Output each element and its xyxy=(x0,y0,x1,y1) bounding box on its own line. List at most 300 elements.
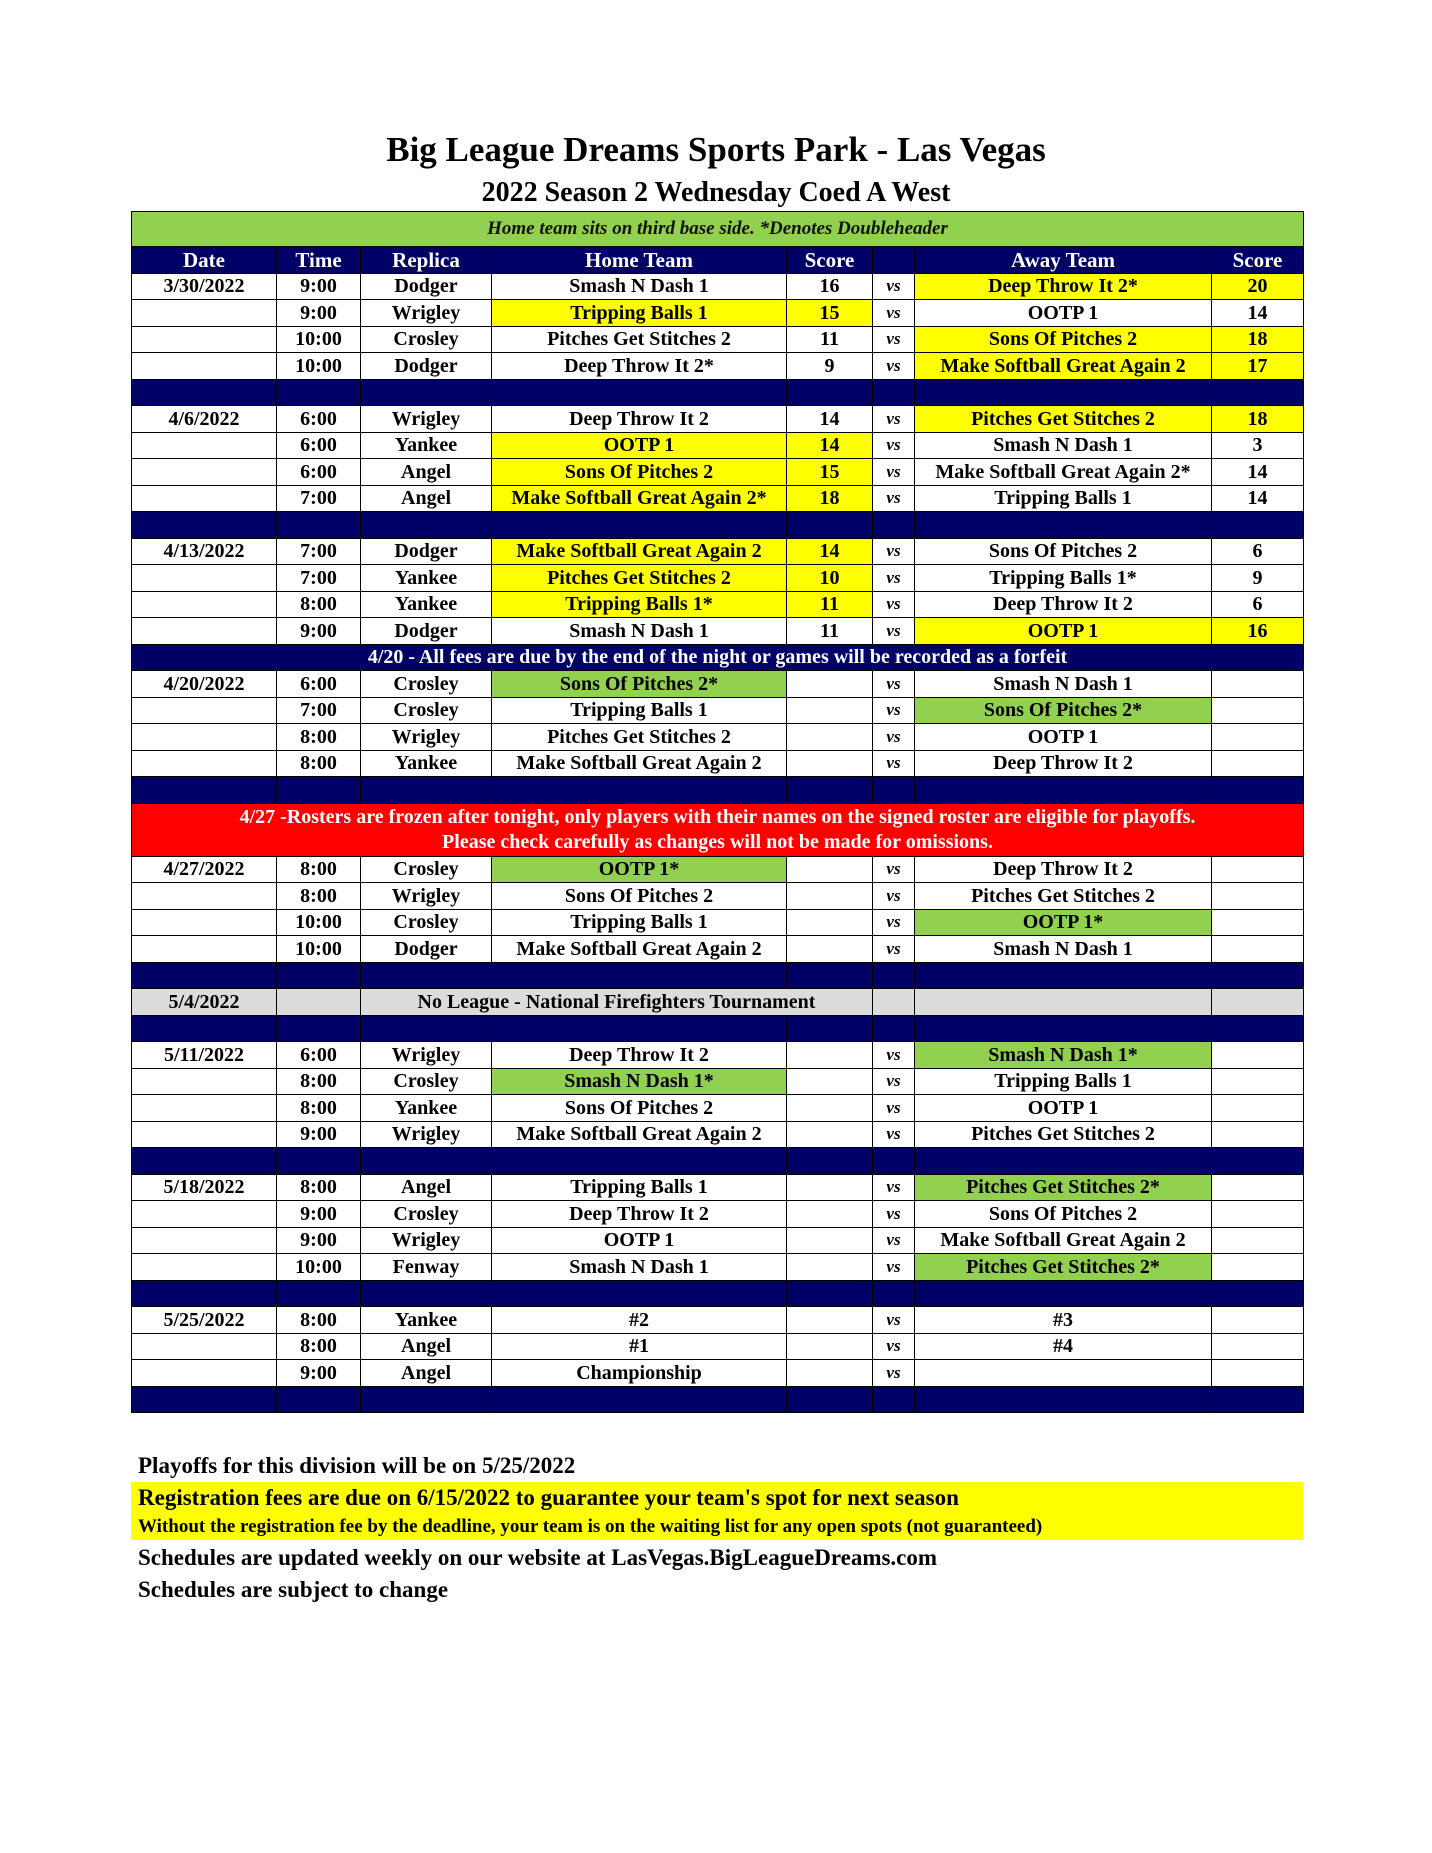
game-date xyxy=(132,1227,277,1254)
home-team: Deep Throw It 2* xyxy=(492,353,787,380)
separator-cell xyxy=(492,512,787,539)
separator-cell xyxy=(787,1148,873,1175)
game-date: 4/20/2022 xyxy=(132,671,277,698)
separator-cell xyxy=(915,1386,1212,1413)
game-row xyxy=(132,750,1304,777)
game-time: 9:00 xyxy=(277,1121,361,1148)
separator-cell xyxy=(132,1015,277,1042)
separator-cell xyxy=(873,777,915,804)
away-score: 18 xyxy=(1212,406,1304,433)
home-score xyxy=(787,671,873,698)
game-field: Dodger xyxy=(361,273,492,300)
game-field: Crosley xyxy=(361,671,492,698)
game-field: Angel xyxy=(361,1333,492,1360)
away-team: Tripping Balls 1* xyxy=(915,565,1212,592)
away-score xyxy=(1212,936,1304,963)
home-team: #1 xyxy=(492,1333,787,1360)
registration-note: Registration fees are due on 6/15/2022 to guarantee your team's spot for next season xyxy=(138,1485,959,1510)
header-date: Date xyxy=(132,247,277,274)
header-replica: Replica xyxy=(361,247,492,274)
away-score xyxy=(1212,909,1304,936)
separator-cell xyxy=(1212,379,1304,406)
home-team: Make Softball Great Again 2 xyxy=(492,1121,787,1148)
separator-cell xyxy=(873,379,915,406)
game-time: 10:00 xyxy=(277,353,361,380)
away-team: OOTP 1 xyxy=(915,618,1212,645)
away-score xyxy=(1212,1095,1304,1122)
vs-label: vs xyxy=(873,1360,915,1387)
away-score: 6 xyxy=(1212,591,1304,618)
vs-label: vs xyxy=(873,432,915,459)
away-score xyxy=(1212,697,1304,724)
away-score xyxy=(1212,856,1304,883)
home-team: Pitches Get Stitches 2 xyxy=(492,724,787,751)
game-time: 8:00 xyxy=(277,1333,361,1360)
separator-cell xyxy=(492,1015,787,1042)
separator-cell xyxy=(873,512,915,539)
game-row xyxy=(132,936,1304,963)
game-time: 7:00 xyxy=(277,565,361,592)
vs-label: vs xyxy=(873,671,915,698)
home-score: 11 xyxy=(787,591,873,618)
game-field: Crosley xyxy=(361,856,492,883)
away-team: Make Softball Great Again 2 xyxy=(915,1227,1212,1254)
separator-cell xyxy=(1212,1386,1304,1413)
game-row xyxy=(132,485,1304,512)
separator-cell xyxy=(787,1280,873,1307)
separator-cell xyxy=(787,1386,873,1413)
game-row xyxy=(132,618,1304,645)
vs-label: vs xyxy=(873,459,915,486)
home-team: Pitches Get Stitches 2 xyxy=(492,326,787,353)
game-row xyxy=(132,1360,1304,1387)
home-team: Tripping Balls 1 xyxy=(492,909,787,936)
separator-cell xyxy=(361,1148,492,1175)
game-row xyxy=(132,909,1304,936)
game-field: Wrigley xyxy=(361,724,492,751)
game-row xyxy=(132,883,1304,910)
game-date xyxy=(132,1360,277,1387)
game-row xyxy=(132,538,1304,565)
game-time: 8:00 xyxy=(277,1307,361,1334)
away-team: OOTP 1* xyxy=(915,909,1212,936)
home-team: OOTP 1* xyxy=(492,856,787,883)
game-field: Dodger xyxy=(361,618,492,645)
home-score: 11 xyxy=(787,618,873,645)
separator-cell xyxy=(277,777,361,804)
away-team: Smash N Dash 1* xyxy=(915,1042,1212,1069)
vs-label: vs xyxy=(873,1068,915,1095)
away-team: Deep Throw It 2 xyxy=(915,750,1212,777)
vs-label: vs xyxy=(873,406,915,433)
vs-label: vs xyxy=(873,697,915,724)
home-team: Deep Throw It 2 xyxy=(492,1042,787,1069)
game-field: Yankee xyxy=(361,591,492,618)
away-score xyxy=(1212,1121,1304,1148)
home-team: Smash N Dash 1 xyxy=(492,1254,787,1281)
home-score: 15 xyxy=(787,300,873,327)
away-team: #3 xyxy=(915,1307,1212,1334)
roster-alert-line: 4/27 -Rosters are frozen after tonight, only players with their names on the signed roster are eligible for playoffs. xyxy=(239,805,1196,828)
game-time: 10:00 xyxy=(277,326,361,353)
game-row xyxy=(132,1121,1304,1148)
game-time: 9:00 xyxy=(277,1360,361,1387)
game-row xyxy=(132,1201,1304,1228)
game-time: 6:00 xyxy=(277,671,361,698)
game-date xyxy=(132,300,277,327)
game-row xyxy=(132,300,1304,327)
game-date xyxy=(132,1254,277,1281)
game-field: Crosley xyxy=(361,909,492,936)
away-score: 6 xyxy=(1212,538,1304,565)
vs-label: vs xyxy=(873,485,915,512)
separator-cell xyxy=(361,1386,492,1413)
game-row xyxy=(132,432,1304,459)
game-date xyxy=(132,697,277,724)
away-score xyxy=(1212,1307,1304,1334)
away-score xyxy=(1212,1333,1304,1360)
website-note: Schedules are updated weekly on our website at LasVegas.BigLeagueDreams.com xyxy=(138,1545,938,1570)
away-score: 14 xyxy=(1212,485,1304,512)
separator-cell xyxy=(1212,1280,1304,1307)
vs-label: vs xyxy=(873,1333,915,1360)
vs-label: vs xyxy=(873,565,915,592)
home-team: Tripping Balls 1* xyxy=(492,591,787,618)
game-field: Wrigley xyxy=(361,406,492,433)
empty-cell xyxy=(915,989,1212,1016)
game-date: 5/25/2022 xyxy=(132,1307,277,1334)
away-team: Pitches Get Stitches 2 xyxy=(915,883,1212,910)
home-team: Smash N Dash 1 xyxy=(492,273,787,300)
away-score xyxy=(1212,724,1304,751)
home-score xyxy=(787,1042,873,1069)
game-time: 9:00 xyxy=(277,1227,361,1254)
header-home-team: Home Team xyxy=(492,247,787,274)
header-away-score: Score xyxy=(1212,247,1304,274)
separator-cell xyxy=(787,1015,873,1042)
separator-row xyxy=(132,1280,1304,1307)
game-time: 6:00 xyxy=(277,432,361,459)
vs-label: vs xyxy=(873,1174,915,1201)
separator-cell xyxy=(132,1280,277,1307)
home-team: Make Softball Great Again 2* xyxy=(492,485,787,512)
game-field: Angel xyxy=(361,1360,492,1387)
game-time: 8:00 xyxy=(277,1068,361,1095)
game-row xyxy=(132,1095,1304,1122)
separator-cell xyxy=(787,512,873,539)
separator-cell xyxy=(361,379,492,406)
vs-label: vs xyxy=(873,591,915,618)
home-score xyxy=(787,1121,873,1148)
separator-cell xyxy=(277,512,361,539)
home-team: #2 xyxy=(492,1307,787,1334)
home-score: 11 xyxy=(787,326,873,353)
no-league-text: No League - National Firefighters Tournament xyxy=(361,989,873,1016)
game-row xyxy=(132,406,1304,433)
away-team: Tripping Balls 1 xyxy=(915,485,1212,512)
game-field: Wrigley xyxy=(361,300,492,327)
away-team: Smash N Dash 1 xyxy=(915,671,1212,698)
separator-cell xyxy=(787,379,873,406)
separator-cell xyxy=(277,379,361,406)
game-date xyxy=(132,565,277,592)
schedule-table xyxy=(131,211,1304,1413)
game-field: Angel xyxy=(361,1174,492,1201)
vs-label: vs xyxy=(873,353,915,380)
away-team: Make Softball Great Again 2 xyxy=(915,353,1212,380)
separator-cell xyxy=(132,379,277,406)
game-field: Dodger xyxy=(361,353,492,380)
game-time: 10:00 xyxy=(277,936,361,963)
game-time: 7:00 xyxy=(277,697,361,724)
game-field: Yankee xyxy=(361,432,492,459)
game-date: 4/27/2022 xyxy=(132,856,277,883)
separator-cell xyxy=(492,777,787,804)
separator-cell xyxy=(492,1280,787,1307)
separator-row xyxy=(132,1015,1304,1042)
separator-cell xyxy=(277,1386,361,1413)
game-field: Angel xyxy=(361,459,492,486)
home-score: 18 xyxy=(787,485,873,512)
home-team: Deep Throw It 2 xyxy=(492,1201,787,1228)
home-score xyxy=(787,1254,873,1281)
away-score xyxy=(1212,1068,1304,1095)
game-time: 7:00 xyxy=(277,538,361,565)
home-score: 9 xyxy=(787,353,873,380)
home-team: OOTP 1 xyxy=(492,432,787,459)
home-team: Tripping Balls 1 xyxy=(492,697,787,724)
game-date: 4/6/2022 xyxy=(132,406,277,433)
away-team: Sons Of Pitches 2* xyxy=(915,697,1212,724)
home-score xyxy=(787,936,873,963)
separator-cell xyxy=(132,1148,277,1175)
home-team: Sons Of Pitches 2 xyxy=(492,883,787,910)
vs-label: vs xyxy=(873,1307,915,1334)
home-score xyxy=(787,1333,873,1360)
game-date: 5/11/2022 xyxy=(132,1042,277,1069)
home-score: 15 xyxy=(787,459,873,486)
game-field: Yankee xyxy=(361,1095,492,1122)
game-date xyxy=(132,618,277,645)
game-time: 8:00 xyxy=(277,724,361,751)
separator-cell xyxy=(361,1015,492,1042)
away-team: #4 xyxy=(915,1333,1212,1360)
separator-cell xyxy=(915,1280,1212,1307)
home-team: Tripping Balls 1 xyxy=(492,300,787,327)
away-score: 9 xyxy=(1212,565,1304,592)
game-time: 6:00 xyxy=(277,1042,361,1069)
game-field: Dodger xyxy=(361,538,492,565)
away-team: Smash N Dash 1 xyxy=(915,936,1212,963)
game-row xyxy=(132,1068,1304,1095)
home-score xyxy=(787,1360,873,1387)
game-date xyxy=(132,353,277,380)
separator-cell xyxy=(132,777,277,804)
home-team: Sons Of Pitches 2 xyxy=(492,1095,787,1122)
game-time: 10:00 xyxy=(277,909,361,936)
separator-cell xyxy=(1212,512,1304,539)
separator-row xyxy=(132,777,1304,804)
separator-cell xyxy=(132,512,277,539)
vs-label: vs xyxy=(873,936,915,963)
game-date xyxy=(132,724,277,751)
game-field: Yankee xyxy=(361,1307,492,1334)
game-field: Crosley xyxy=(361,1068,492,1095)
game-row xyxy=(132,1042,1304,1069)
home-score: 16 xyxy=(787,273,873,300)
vs-label: vs xyxy=(873,1227,915,1254)
separator-cell xyxy=(361,777,492,804)
away-team: Deep Throw It 2* xyxy=(915,273,1212,300)
game-field: Fenway xyxy=(361,1254,492,1281)
vs-label: vs xyxy=(873,883,915,910)
game-time: 9:00 xyxy=(277,300,361,327)
playoffs-note: Playoffs for this division will be on 5/25/2022 xyxy=(138,1453,576,1478)
vs-label: vs xyxy=(873,909,915,936)
vs-label: vs xyxy=(873,273,915,300)
separator-cell xyxy=(787,777,873,804)
game-date: 4/13/2022 xyxy=(132,538,277,565)
away-score xyxy=(1212,883,1304,910)
home-score xyxy=(787,883,873,910)
game-field: Yankee xyxy=(361,565,492,592)
home-score xyxy=(787,1201,873,1228)
away-score xyxy=(1212,1254,1304,1281)
away-score xyxy=(1212,1360,1304,1387)
away-team: Pitches Get Stitches 2 xyxy=(915,1121,1212,1148)
away-team: Tripping Balls 1 xyxy=(915,1068,1212,1095)
away-team: Pitches Get Stitches 2* xyxy=(915,1254,1212,1281)
game-field: Crosley xyxy=(361,326,492,353)
roster-alert-row xyxy=(132,803,1304,856)
separator-cell xyxy=(361,1280,492,1307)
waiting-list-note: Without the registration fee by the deadline, your team is on the waiting list for any open spots (not guaranteed) xyxy=(138,1516,1043,1537)
separator-cell xyxy=(915,1148,1212,1175)
home-score xyxy=(787,750,873,777)
away-score: 18 xyxy=(1212,326,1304,353)
game-row xyxy=(132,671,1304,698)
home-score: 14 xyxy=(787,432,873,459)
away-team: Smash N Dash 1 xyxy=(915,432,1212,459)
home-score: 10 xyxy=(787,565,873,592)
game-field: Wrigley xyxy=(361,1042,492,1069)
game-time: 8:00 xyxy=(277,883,361,910)
separator-cell xyxy=(132,962,277,989)
schedule-change-note: Schedules are subject to change xyxy=(138,1577,449,1602)
vs-label: vs xyxy=(873,1121,915,1148)
away-score xyxy=(1212,1042,1304,1069)
game-date: 3/30/2022 xyxy=(132,273,277,300)
notice-text: Home team sits on third base side. *Denotes Doubleheader xyxy=(132,212,1304,247)
game-row xyxy=(132,856,1304,883)
game-field: Crosley xyxy=(361,1201,492,1228)
home-score xyxy=(787,1068,873,1095)
home-score: 14 xyxy=(787,538,873,565)
game-time: 9:00 xyxy=(277,1201,361,1228)
game-date xyxy=(132,1121,277,1148)
separator-cell xyxy=(492,379,787,406)
game-date xyxy=(132,1333,277,1360)
vs-label: vs xyxy=(873,1201,915,1228)
separator-cell xyxy=(492,1386,787,1413)
separator-row xyxy=(132,1386,1304,1413)
away-team: Sons Of Pitches 2 xyxy=(915,326,1212,353)
game-time: 6:00 xyxy=(277,406,361,433)
separator-cell xyxy=(1212,1015,1304,1042)
away-score xyxy=(1212,671,1304,698)
away-score xyxy=(1212,1174,1304,1201)
game-field: Crosley xyxy=(361,697,492,724)
home-score xyxy=(787,1174,873,1201)
game-row xyxy=(132,1333,1304,1360)
separator-cell xyxy=(915,379,1212,406)
vs-label: vs xyxy=(873,618,915,645)
separator-row xyxy=(132,379,1304,406)
game-date xyxy=(132,909,277,936)
game-date: 5/4/2022 xyxy=(132,989,277,1016)
separator-cell xyxy=(1212,962,1304,989)
game-date xyxy=(132,750,277,777)
game-time: 8:00 xyxy=(277,1095,361,1122)
vs-label: vs xyxy=(873,724,915,751)
game-time: 8:00 xyxy=(277,591,361,618)
home-score xyxy=(787,856,873,883)
separator-cell xyxy=(277,962,361,989)
header-row xyxy=(132,247,1304,274)
away-team: OOTP 1 xyxy=(915,724,1212,751)
game-date xyxy=(132,591,277,618)
separator-cell xyxy=(873,1386,915,1413)
home-team: Sons Of Pitches 2 xyxy=(492,459,787,486)
away-score xyxy=(1212,1227,1304,1254)
separator-row xyxy=(132,962,1304,989)
game-date xyxy=(132,883,277,910)
game-date xyxy=(132,485,277,512)
game-date xyxy=(132,1095,277,1122)
roster-alert xyxy=(132,803,1304,856)
home-team: Smash N Dash 1 xyxy=(492,618,787,645)
separator-cell xyxy=(1212,777,1304,804)
home-team: Make Softball Great Again 2 xyxy=(492,538,787,565)
away-team: Deep Throw It 2 xyxy=(915,856,1212,883)
game-time: 9:00 xyxy=(277,273,361,300)
game-row xyxy=(132,273,1304,300)
game-row xyxy=(132,1254,1304,1281)
vs-label: vs xyxy=(873,1095,915,1122)
vs-label: vs xyxy=(873,1042,915,1069)
schedule-body xyxy=(132,212,1304,1413)
away-score xyxy=(1212,750,1304,777)
away-score: 20 xyxy=(1212,273,1304,300)
vs-label: vs xyxy=(873,1254,915,1281)
separator-cell xyxy=(873,962,915,989)
page-title: Big League Dreams Sports Park - Las Vegas xyxy=(386,130,1046,169)
game-row xyxy=(132,459,1304,486)
game-date: 5/18/2022 xyxy=(132,1174,277,1201)
game-row xyxy=(132,724,1304,751)
vs-label: vs xyxy=(873,750,915,777)
game-field: Dodger xyxy=(361,936,492,963)
separator-cell xyxy=(277,1015,361,1042)
game-time: 6:00 xyxy=(277,459,361,486)
separator-cell xyxy=(492,1148,787,1175)
separator-cell xyxy=(915,512,1212,539)
fees-notice: 4/20 - All fees are due by the end of the night or games will be recorded as a forfeit xyxy=(132,644,1304,671)
away-score xyxy=(1212,1201,1304,1228)
empty-cell xyxy=(873,989,915,1016)
no-league-row xyxy=(132,989,1304,1016)
game-row xyxy=(132,1227,1304,1254)
